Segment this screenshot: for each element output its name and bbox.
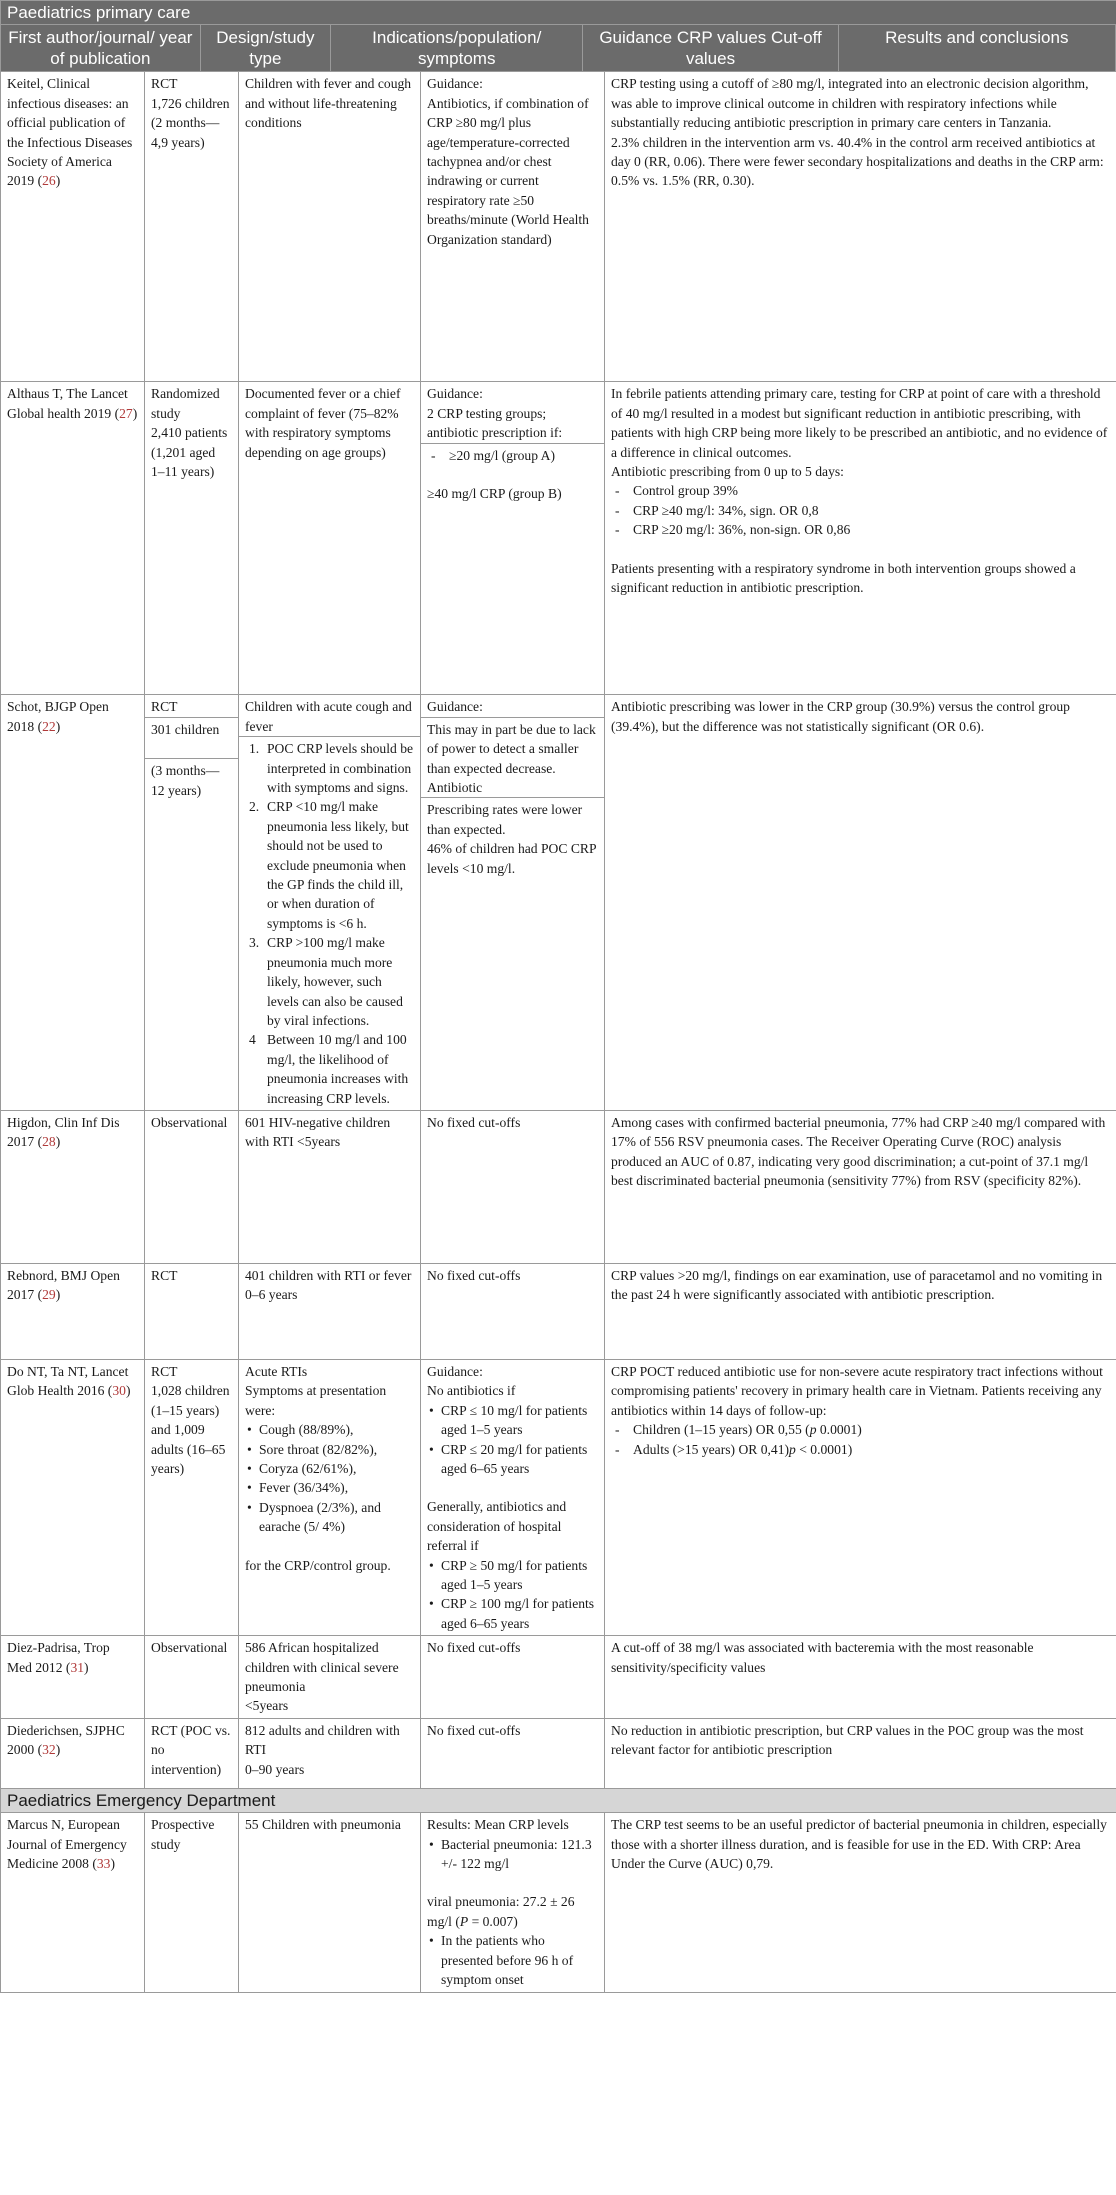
cell-population: Children with fever and cough and without life-threatening conditions: [239, 72, 421, 382]
cell-guidance: No fixed cut-offs: [421, 1110, 605, 1263]
cell-results: Among cases with confirmed bacterial pneumonia, 77% had CRP ≥40 mg/l compared with 17% of 556 RSV pneumonia cases. The Receiver Operating Curve (ROC) analysis produced an AUC of 0.87, indicating very good discrimination; a cut-point of 37.1 mg/l best discriminated bacterial pneumonia (sensitivity 77%) from RSV (specificity 82%).: [605, 1110, 1116, 1263]
cell-guidance: Guidance: Antibiotics, if combination of CRP ≥80 mg/l plus age/temperature-corrected tachypnea and/or chest indrawing or current respiratory rate ≥50 breaths/minute (World Health Organization standard): [421, 72, 605, 382]
list-item: 3. CRP >100 mg/l make pneumonia much more likely, however, such levels can also be caused by viral infections.: [249, 935, 403, 1028]
header-population: Indications/population/ symptoms: [331, 25, 583, 72]
table-row: [1, 695, 1116, 1111]
table-row: [1, 1813, 1116, 1992]
cell-results: CRP POCT reduced antibiotic use for non-severe acute respiratory tract infections without compromising patients' recovery in primary health care in Vietnam. Patients receiving any antibiotics within 14 days of follow-up: - Children (1–15 years) OR 0,55 (p 0.0001) - Adults (>15 years) OR 0,41)p < 0.0001): [605, 1359, 1116, 1635]
cell-population: 601 HIV-negative children with RTI <5years: [239, 1110, 421, 1263]
cell-author: Schot, BJGP Open 2018 (22): [1, 695, 145, 1111]
cell-author: Diederichsen, SJPHC 2000 (32): [1, 1718, 145, 1788]
list-item: - Control group 39%: [611, 481, 1110, 500]
list-item: • Fever (36/34%),: [245, 1478, 414, 1497]
table-row: [1, 382, 1116, 695]
cell-population: 812 adults and children with RTI 0–90 years: [239, 1718, 421, 1788]
list-item: • In the patients who presented before 96 h of symptom onset: [427, 1931, 598, 1989]
reference-link[interactable]: 22: [42, 718, 56, 734]
list-item: 4 Between 10 mg/l and 100 mg/l, the likelihood of pneumonia increases with increasing CRP levels.: [249, 1032, 409, 1106]
section-title: Paediatrics primary care: [1, 1, 1116, 25]
cell-population: 586 African hospitalized children with clinical severe pneumonia <5years: [239, 1636, 421, 1719]
cell-population: Documented fever or a chief complaint of fever (75–82% with respiratory symptoms depending on age groups): [239, 382, 421, 695]
table-row: [1, 72, 1116, 382]
cell-design: RCT 301 children (3 months—12 years): [145, 695, 239, 1111]
header-results: Results and conclusions: [838, 25, 1115, 72]
cell-design: Randomized study 2,410 patients (1,201 aged 1–11 years): [145, 382, 239, 695]
table-row: [1, 1718, 1116, 1788]
reference-link[interactable]: 27: [119, 405, 133, 421]
header-design: Design/study type: [200, 25, 330, 72]
table-row: [1, 1359, 1116, 1635]
literature-table: [0, 0, 1116, 25]
cell-guidance: No fixed cut-offs: [421, 1636, 605, 1719]
reference-link[interactable]: 26: [42, 173, 56, 189]
reference-link[interactable]: 32: [42, 1742, 56, 1758]
cell-design: Observational: [145, 1636, 239, 1719]
cell-author: Althaus T, The Lancet Global health 2019 (27): [1, 382, 145, 695]
header-guidance: Guidance CRP values Cut-off values: [583, 25, 838, 72]
cell-author: Higdon, Clin Inf Dis 2017 (28): [1, 1110, 145, 1263]
cell-design: RCT (POC vs. no intervention): [145, 1718, 239, 1788]
cell-results: A cut-off of 38 mg/l was associated with bacteremia with the most reasonable sensitivity/specificity values: [605, 1636, 1116, 1719]
cell-guidance: Guidance: This may in part be due to lack of power to detect a smaller than expected decrease. Antibiotic Prescribing rates were lower than expected. 46% of children had POC CRP levels <10 mg/l.: [421, 695, 605, 1111]
section-header-primary-care: [1, 1, 1116, 25]
header-author: First author/journal/ year of publication: [1, 25, 201, 72]
cell-results: CRP values >20 mg/l, findings on ear examination, use of paracetamol and no vomiting in the past 24 h were significantly associated with antibiotic prescription.: [605, 1263, 1116, 1359]
table-row: [1, 1263, 1116, 1359]
reference-link[interactable]: 29: [42, 1287, 56, 1303]
list-item: • CRP ≥ 100 mg/l for patients aged 6–65 years: [427, 1594, 598, 1633]
list-item: - Children (1–15 years) OR 0,55 (p 0.0001): [611, 1420, 1110, 1439]
list-item: • Dyspnoea (2/3%), and earache (5/ 4%): [245, 1498, 414, 1537]
reference-link[interactable]: 30: [112, 1383, 126, 1399]
list-item: • Cough (88/89%),: [245, 1420, 414, 1439]
list-item: • CRP ≥ 50 mg/l for patients aged 1–5 years: [427, 1556, 598, 1595]
cell-results: In febrile patients attending primary care, testing for CRP at point of care with a threshold of 40 mg/l resulted in a modest but significant reduction in antibiotic prescribing, with patients with high CRP being more likely to be prescribed an antibiotic, and no evidence of a difference in clinical outcomes. Antibiotic prescribing from 0 up to 5 days: - Control group 39% - CRP ≥40 mg/l: 34%, sign. OR 0,8 - CRP ≥20 mg/l: 36%, non-sign. OR 0,86 Patients presenting with a respiratory syndrome in both intervention groups showed a significant reduction in antibiotic prescription.: [605, 382, 1116, 695]
cell-guidance: Guidance: No antibiotics if • CRP ≤ 10 mg/l for patients aged 1–5 years • CRP ≤ 20 mg/l for patients aged 6–65 years Generally, antibiotics and consideration of hospital referral if • CRP ≥ 50 mg/l for patients aged 1–5 years • CRP ≥ 100 mg/l for patients aged 6–65 years: [421, 1359, 605, 1635]
cell-design: RCT: [145, 1263, 239, 1359]
cell-author: Do NT, Ta NT, Lancet Glob Health 2016 (30): [1, 1359, 145, 1635]
cell-author: Rebnord, BMJ Open 2017 (29): [1, 1263, 145, 1359]
table-row: [1, 1110, 1116, 1263]
cell-design: Prospective study: [145, 1813, 239, 1992]
cell-population: Children with acute cough and fever 1. POC CRP levels should be interpreted in combination with symptoms and signs. 2. CRP <10 mg/l make pneumonia less likely, but should not be used to exclude pneumonia when the GP finds the child ill, or when duration of symptoms is <6 h. 3. CRP >100 mg/l make pneumonia much more likely, however, such levels can also be caused by viral infections. 4 Between 10 mg/l and 100 mg/l, the likelihood of pneumonia increases with increasing CRP levels.: [239, 695, 421, 1111]
list-item: 2. CRP <10 mg/l make pneumonia less likely, but should not be used to exclude pneumonia when the GP finds the child ill, or when duration of symptoms is <6 h.: [249, 799, 409, 931]
table-row: [1, 1636, 1116, 1719]
cell-results: CRP testing using a cutoff of ≥80 mg/l, integrated into an electronic decision algorithm, was able to improve clinical outcome in children with respiratory infections while substantially reducing antibiotic prescription in primary care centers in Tanzania. 2.3% children in the intervention arm vs. 40.4% in the control arm received antibiotics at day 0 (RR, 0.06). There were fewer secondary hospitalizations and deaths in the CRP arm: 0.5% vs. 1.5% (RR, 0.30).: [605, 72, 1116, 382]
reference-link[interactable]: 31: [70, 1659, 85, 1675]
cell-guidance: No fixed cut-offs: [421, 1263, 605, 1359]
list-item: • Bacterial pneumonia: 121.3 +/- 122 mg/l: [427, 1835, 598, 1874]
section-title: Paediatrics Emergency Department: [1, 1788, 1116, 1812]
list-item: - CRP ≥40 mg/l: 34%, sign. OR 0,8: [611, 501, 1110, 520]
cell-guidance: No fixed cut-offs: [421, 1718, 605, 1788]
cell-guidance: Guidance: 2 CRP testing groups; antibiotic prescription if: - ≥20 mg/l (group A) ≥40 mg/l CRP (group B): [421, 382, 605, 695]
cell-author: Marcus N, European Journal of Emergency Medicine 2008 (33): [1, 1813, 145, 1992]
cell-author: Keitel, Clinical infectious diseases: an official publication of the Infectious Diseases Society of America 2019 (26): [1, 72, 145, 382]
list-item: • CRP ≤ 10 mg/l for patients aged 1–5 years: [427, 1401, 598, 1440]
column-header-row: [1, 25, 1116, 72]
cell-population: 55 Children with pneumonia: [239, 1813, 421, 1992]
list-item: - Adults (>15 years) OR 0,41)p < 0.0001): [611, 1440, 1110, 1459]
cell-results: Antibiotic prescribing was lower in the CRP group (30.9%) versus the control group (39.4%), but the difference was not statistically significant (OR 0.6).: [605, 695, 1116, 1111]
list-item: • Sore throat (82/82%),: [245, 1440, 414, 1459]
section-header-emergency: [1, 1788, 1116, 1812]
cell-design: RCT 1,028 children (1–15 years) and 1,009 adults (16–65 years): [145, 1359, 239, 1635]
cell-population: Acute RTIs Symptoms at presentation were: • Cough (88/89%), • Sore throat (82/82%), • Coryza (62/61%), • Fever (36/34%), • Dyspnoea (2/3%), and earache (5/ 4%) for the CRP/control group.: [239, 1359, 421, 1635]
literature-table-body: [0, 24, 1116, 72]
study-rows: [0, 71, 1116, 1992]
cell-design: RCT 1,726 children (2 months—4,9 years): [145, 72, 239, 382]
list-item: • Coryza (62/61%),: [245, 1459, 414, 1478]
cell-guidance: Results: Mean CRP levels • Bacterial pneumonia: 121.3 +/- 122 mg/l viral pneumonia: 27.2 ± 26 mg/l (P = 0.007) • In the patients who presented before 96 h of symptom onset: [421, 1813, 605, 1992]
cell-population: 401 children with RTI or fever 0–6 years: [239, 1263, 421, 1359]
cell-results: The CRP test seems to be an useful predictor of bacterial pneumonia in children, especially those with a shorter illness duration, and is feasible for use in the ED. With CRP: Area Under the Curve (AUC) 0,79.: [605, 1813, 1116, 1992]
list-item: - ≥20 mg/l (group A): [427, 446, 598, 465]
cell-design: Observational: [145, 1110, 239, 1263]
reference-link[interactable]: 33: [96, 1856, 111, 1872]
reference-link[interactable]: 28: [42, 1134, 56, 1150]
cell-results: No reduction in antibiotic prescription, but CRP values in the POC group was the most relevant factor for antibiotic prescription: [605, 1718, 1116, 1788]
list-item: - CRP ≥20 mg/l: 36%, non-sign. OR 0,86: [611, 520, 1110, 539]
list-item: • CRP ≤ 20 mg/l for patients aged 6–65 years: [427, 1440, 598, 1479]
list-item: 1. POC CRP levels should be interpreted in combination with symptoms and signs.: [249, 741, 414, 796]
cell-author: Diez-Padrisa, Trop Med 2012 (31): [1, 1636, 145, 1719]
